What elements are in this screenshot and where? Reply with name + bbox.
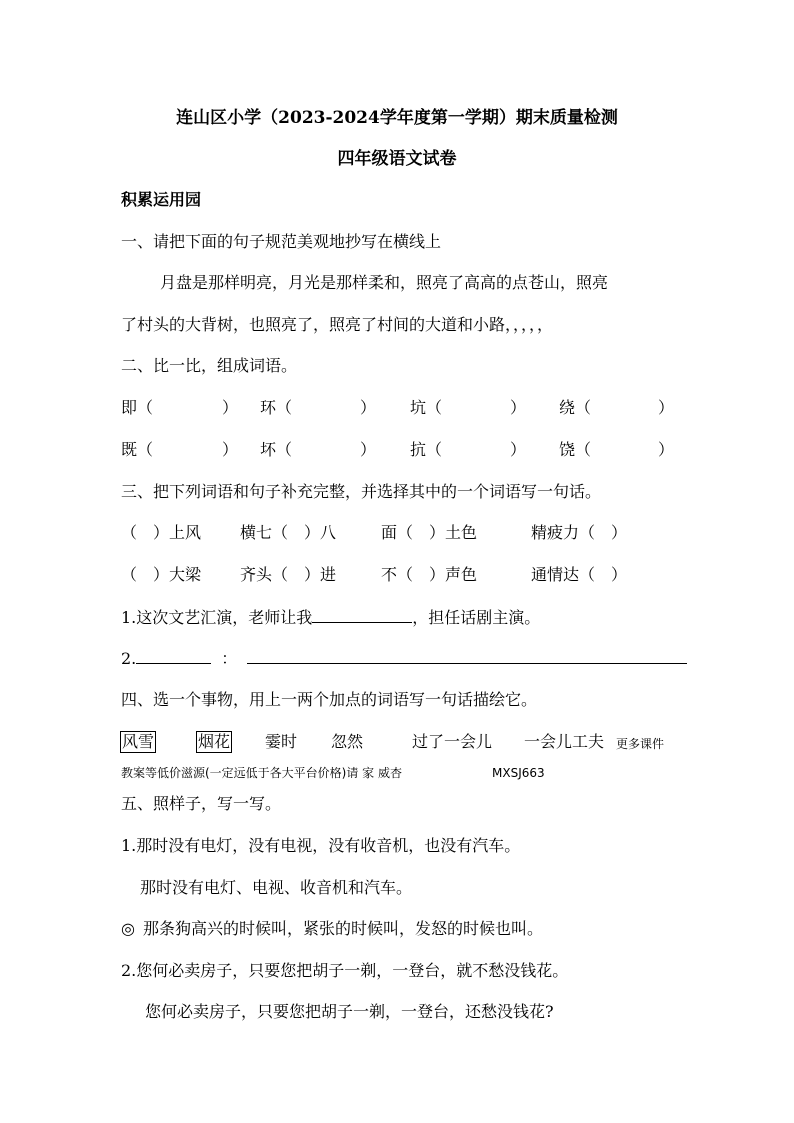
q4-word-3: 霎时 (265, 732, 298, 751)
q2-row1-cell-1: 即（ (121, 398, 154, 417)
q2-row1-cell-3: 环（ (260, 398, 293, 417)
q3-idiom-3: 面（ ）土色 (381, 523, 478, 542)
q3-s2-prefix: 2. (121, 649, 137, 668)
q4-word-boxed-2: 烟花 (198, 732, 231, 751)
q2-row1-cell-6: ） (510, 398, 527, 417)
q3-s2-idiom-blank[interactable] (136, 648, 211, 664)
q2-row1-cell-8: ） (658, 398, 675, 417)
q2-row2-cell-2: ） (222, 440, 239, 459)
q3-idiom-6: 齐头（ ）进 (240, 565, 337, 584)
q2-prompt: 二、比一比，组成词语。 (121, 356, 298, 375)
q4-word-boxed-1: 风雪 (122, 732, 155, 751)
q5-example-2: 2.您何必卖房子，只要您把胡子一剃，一登台，就不愁没钱花。 (121, 961, 569, 980)
q3-sentence-2 (121, 648, 687, 669)
q3-idiom-4: 精疲力（ ） (531, 523, 628, 542)
q2-row1-cell-5: 坑（ (410, 398, 443, 417)
q5-example-1-answer: 那时没有电灯、电视、收音机和汽车。 (140, 878, 413, 897)
q3-s1-prefix: 1.这次文艺汇演，老师让我 (121, 608, 313, 627)
q4-prompt: 四、选一个事物，用上一两个加点的词语写一句话描绘它。 (121, 690, 538, 709)
page-title: 连山区小学（2023-2024学年度第一学期）期末质量检测 (176, 108, 618, 128)
circle-mark-icon: ◎ (121, 919, 135, 938)
q5-task-1-text: 那条狗高兴的时候叫，紧张的时候叫，发怒的时候也叫。 (142, 919, 543, 938)
section-heading: 积累运用园 (121, 190, 202, 209)
q3-idiom-1: （ ）上风 (121, 523, 202, 542)
q3-idiom-5: （ ）大梁 (121, 565, 202, 584)
q3-s1-answer-blank[interactable] (312, 607, 412, 623)
q2-row2-cell-4: ） (360, 440, 377, 459)
page-subtitle: 四年级语文试卷 (337, 149, 457, 169)
q2-row2-cell-7: 饶（ (559, 440, 592, 459)
q5-prompt: 五、照样子，写一写。 (121, 794, 282, 813)
q3-prompt: 三、把下列词语和句子补充完整，并选择其中的一个词语写一句话。 (121, 482, 602, 501)
q2-row1-cell-7: 绕（ (559, 398, 592, 417)
q4-word-4: 忽然 (331, 732, 364, 751)
q2-row1-cell-2: ） (222, 398, 239, 417)
q2-row1-cell-4: ） (360, 398, 377, 417)
q2-row2-cell-6: ） (510, 440, 527, 459)
q5-example-1: 1.那时没有电灯，没有电视，没有收音机，也没有汽车。 (121, 836, 521, 855)
q5-example-2-answer: 您何必卖房子，只要您把胡子一剃，一登台，还愁没钱花? (145, 1002, 554, 1021)
q2-row2-cell-1: 既（ (121, 440, 154, 459)
q2-row2-cell-3: 坏（ (260, 440, 293, 459)
q2-row2-cell-8: ） (658, 440, 675, 459)
q3-s2-sentence-blank[interactable] (247, 648, 687, 664)
q3-idiom-2: 横七（ ）八 (240, 523, 337, 542)
q3-s2-colon: ： (221, 649, 238, 668)
q1-passage-line2: 了村头的大背树，也照亮了，照亮了村间的大道和小路，，，，， (121, 315, 554, 334)
q4-word-6: 一会儿工夫 (524, 732, 605, 751)
q1-passage-line1: 月盘是那样明亮，月光是那样柔和，照亮了高高的点苍山，照亮 (160, 273, 609, 292)
q5-task-1 (121, 919, 543, 939)
q3-idiom-8: 通情达（ ） (531, 565, 628, 584)
q3-idiom-7: 不（ ）声色 (381, 565, 478, 584)
q2-row2-cell-5: 抗（ (410, 440, 443, 459)
q4-word-5: 过了一会儿 (412, 732, 493, 751)
ad-text-2: 教案等低价滋源(一定远低于各大平台价格)请 家 威杏 (121, 766, 402, 780)
q3-sentence-1 (121, 607, 540, 628)
ad-text-1: 更多课件 (616, 737, 665, 751)
q3-s1-suffix: ，担任话剧主演。 (412, 608, 541, 627)
q1-prompt: 一、请把下面的句子规范美观地抄写在横线上 (121, 232, 442, 251)
ad-code: MXSJ663 (492, 766, 545, 780)
